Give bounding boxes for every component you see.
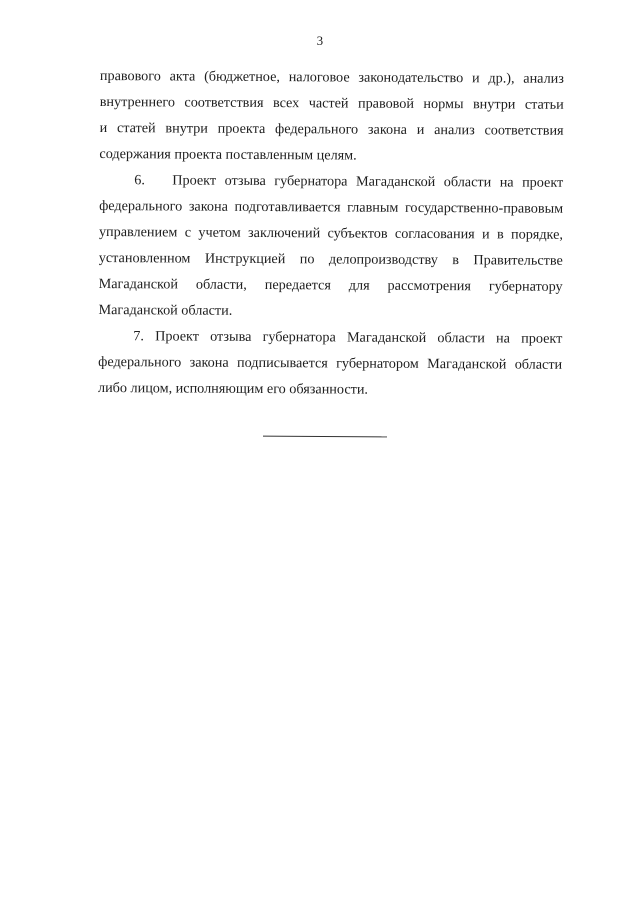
text-line: управлением с учетом заключений субъектов согласования и в порядке, (98, 223, 564, 243)
text-line: содержания проекта поставленным целям. (99, 145, 357, 164)
text-line: Магаданской области, передается для рассмотрения губернатору (98, 275, 563, 295)
text-line: и статей внутри проекта федерального закона и анализ соответствия (99, 119, 564, 139)
text-line: правового акта (бюджетное, налоговое законодательство и др.), анализ (99, 67, 564, 87)
end-of-document-rule (263, 436, 387, 438)
paragraph-item-6 (98, 167, 563, 326)
text-line: внутреннего соответствия всех частей правовой нормы внутри статьи (99, 93, 564, 113)
text-line: федерального закона подготавливается главным государственно-правовым (99, 197, 564, 217)
document-body (98, 63, 564, 404)
item-number: 6. (134, 172, 145, 189)
paragraph-item-7 (98, 323, 562, 404)
text-line (99, 167, 563, 196)
paragraph-continuation (99, 63, 564, 170)
page-number: 3 (316, 33, 324, 48)
text-line: 7. Проект отзыва губернатора Магаданской области на проект (133, 328, 563, 347)
text-line: установленном Инструкцией по делопроизводству в Правительстве (98, 249, 563, 269)
text-line: федерального закона подписывается губернатором Магаданской области (98, 353, 563, 373)
text-fragment: Проект отзыва губернатора Магаданской области на проект (172, 172, 564, 191)
text-line: Магаданской области. (98, 301, 233, 319)
text-line: либо лицом, исполняющим его обязанности. (97, 379, 369, 398)
